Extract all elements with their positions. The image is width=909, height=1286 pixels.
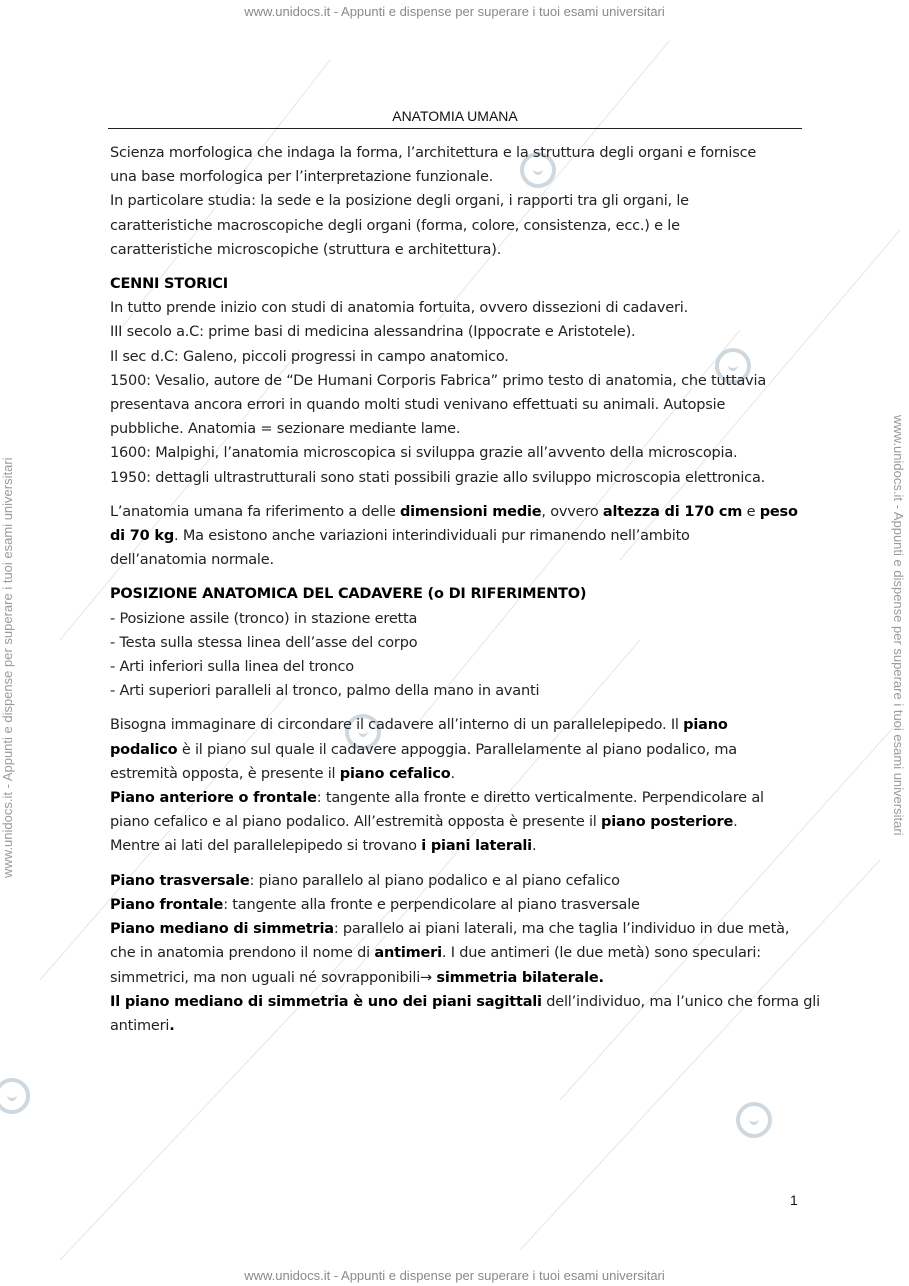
page-number: 1: [790, 1192, 798, 1208]
text-line: caratteristiche microscopiche (struttura e architettura).: [110, 241, 502, 258]
text-run: dell’individuo, ma l’unico che forma gli: [541, 993, 820, 1010]
bold-term: podalico: [110, 741, 178, 758]
text-run: e: [742, 503, 760, 520]
bold-term: i piani laterali: [421, 838, 532, 855]
bold-term: Il piano mediano di simmetria è uno dei piani sagittali: [110, 993, 542, 1010]
text-run: : parallelo ai piani laterali, ma che taglia l’individuo in due metà,: [333, 921, 790, 938]
text-line: caratteristiche macroscopiche degli organi (forma, colore, consistenza, ecc.) e le: [110, 217, 680, 234]
list-item: - Posizione assile (tronco) in stazione eretta: [110, 610, 418, 627]
watermark-top: www.unidocs.it - Appunti e dispense per superare i tuoi esami universitari: [244, 4, 665, 19]
bold-term: simmetria bilaterale.: [436, 969, 604, 986]
text-line: In particolare studia: la sede e la posizione degli organi, i rapporti tra gli organi, le: [110, 193, 689, 210]
text-run: estremità opposta, è presente il: [110, 765, 340, 782]
text-line: [110, 1014, 802, 1038]
text-line: [110, 893, 802, 917]
text-run: simmetrici, ma non uguali né sovrapponibili→: [110, 969, 437, 986]
document-page: [110, 108, 820, 1048]
text-line: In tutto prende inizio con studi di anatomia fortuita, ovvero dissezioni di cadaveri.: [110, 300, 688, 317]
text-line: [110, 941, 802, 965]
bold-term: Piano mediano di simmetria: [110, 921, 334, 938]
list-item: - Testa sulla stessa linea dell’asse del corpo: [110, 634, 418, 651]
definizioni-paragraph: [110, 869, 820, 1038]
text-run: . Ma esistono anche variazioni interindividuali pur rimanendo nell’ambito: [174, 528, 690, 545]
bold-term: Piano anteriore o frontale: [110, 790, 317, 807]
text-line: [110, 966, 802, 990]
text-line: pubbliche. Anatomia = sezionare mediante lame.: [110, 421, 461, 438]
section-heading-cenni: CENNI STORICI: [110, 276, 228, 293]
text-line: [110, 786, 802, 810]
list-item: - Arti superiori paralleli al tronco, palmo della mano in avanti: [110, 683, 540, 700]
text-line: 1950: dettagli ultrastrutturali sono stati possibili grazie allo sviluppo microscopia elettronica.: [110, 469, 766, 486]
text-line: [110, 524, 802, 548]
bold-term: .: [169, 1017, 175, 1034]
text-line: 1500: Vesalio, autore de “De Humani Corporis Fabrica” primo testo di anatomia, che tuttavia: [110, 372, 767, 389]
text-run: .: [733, 814, 738, 831]
text-run: Bisogna immaginare di circondare il cadavere all’interno di un parallelepipedo. Il: [110, 717, 684, 734]
text-line: dell’anatomia normale.: [110, 552, 274, 569]
text-run: antimeri: [110, 1017, 170, 1034]
text-run: . I due antimeri (le due metà) sono speculari:: [441, 945, 761, 962]
watermark-left: www.unidocs.it - Appunti e dispense per superare i tuoi esami universitari: [0, 457, 15, 878]
text-line: [110, 713, 802, 737]
bold-term: Piano frontale: [110, 896, 224, 913]
text-run: .: [450, 765, 455, 782]
text-line: [110, 738, 802, 762]
text-line: 1600: Malpighi, l’anatomia microscopica si sviluppa grazie all’avvento della microscopia.: [110, 445, 738, 462]
text-run: : piano parallelo al piano podalico e al piano cefalico: [249, 872, 620, 889]
posizione-section: [110, 582, 802, 703]
bold-term: piano: [683, 717, 728, 734]
text-run: , ovvero: [541, 503, 603, 520]
text-run: che in anatomia prendono il nome di: [110, 945, 375, 962]
text-line: Il sec d.C: Galeno, piccoli progressi in campo anatomico.: [110, 348, 509, 365]
text-line: [110, 810, 802, 834]
text-line: [110, 762, 802, 786]
section-heading-posizione: POSIZIONE ANATOMICA DEL CADAVERE (o DI RIFERIMENTO): [110, 586, 587, 603]
text-run: : tangente alla fronte e diretto verticalmente. Perpendicolare al: [316, 790, 764, 807]
text-line: [110, 990, 820, 1014]
text-run: L’anatomia umana fa riferimento a delle: [110, 503, 400, 520]
piani-paragraph: [110, 713, 802, 858]
text-line: presentava ancora errori in quando molti studi venivano effettuati su animali. Autopsie: [110, 397, 726, 414]
bold-term: piano posteriore: [601, 814, 734, 831]
text-line: una base morfologica per l’interpretazione funzionale.: [110, 169, 494, 186]
bold-term: dimensioni medie: [399, 503, 542, 520]
bold-term: piano cefalico: [339, 765, 451, 782]
text-run: : tangente alla fronte e perpendicolare al piano trasversale: [223, 896, 640, 913]
text-line: Scienza morfologica che indaga la forma, l’architettura e la struttura degli organi e fornisce: [110, 145, 757, 161]
text-line: [110, 917, 802, 941]
watermark-right: www.unidocs.it - Appunti e dispense per superare i tuoi esami universitari: [891, 415, 906, 836]
text-run: .: [531, 838, 537, 855]
bold-term: Piano trasversale: [110, 872, 250, 889]
text-run: piano cefalico e al piano podalico. All’estremità opposta è presente il: [110, 814, 602, 831]
cenni-section: [110, 272, 802, 490]
bold-term: peso: [759, 503, 798, 520]
document-body: [110, 141, 820, 1038]
bold-term: di 70 kg: [110, 528, 175, 545]
text-run: è il piano sul quale il cadavere appoggia. Parallelamente al piano podalico, ma: [177, 741, 737, 758]
unidocs-logo-icon: [736, 1102, 772, 1138]
text-line: [110, 869, 802, 893]
text-run: Mentre ai lati del parallelepipedo si trovano: [110, 838, 422, 855]
text-line: III secolo a.C: prime basi di medicina alessandrina (Ippocrate e Aristotele).: [110, 324, 636, 341]
text-line: [110, 500, 802, 524]
watermark-bottom: www.unidocs.it - Appunti e dispense per superare i tuoi esami universitari: [244, 1268, 665, 1283]
list-item: - Arti inferiori sulla linea del tronco: [110, 659, 354, 676]
page-header: ANATOMIA UMANA: [108, 108, 802, 129]
bold-term: antimeri: [374, 945, 442, 962]
text-line: [110, 834, 802, 858]
bold-term: altezza di 170 cm: [602, 503, 743, 520]
dimensioni-paragraph: [110, 500, 802, 573]
intro-paragraph: [110, 141, 802, 262]
